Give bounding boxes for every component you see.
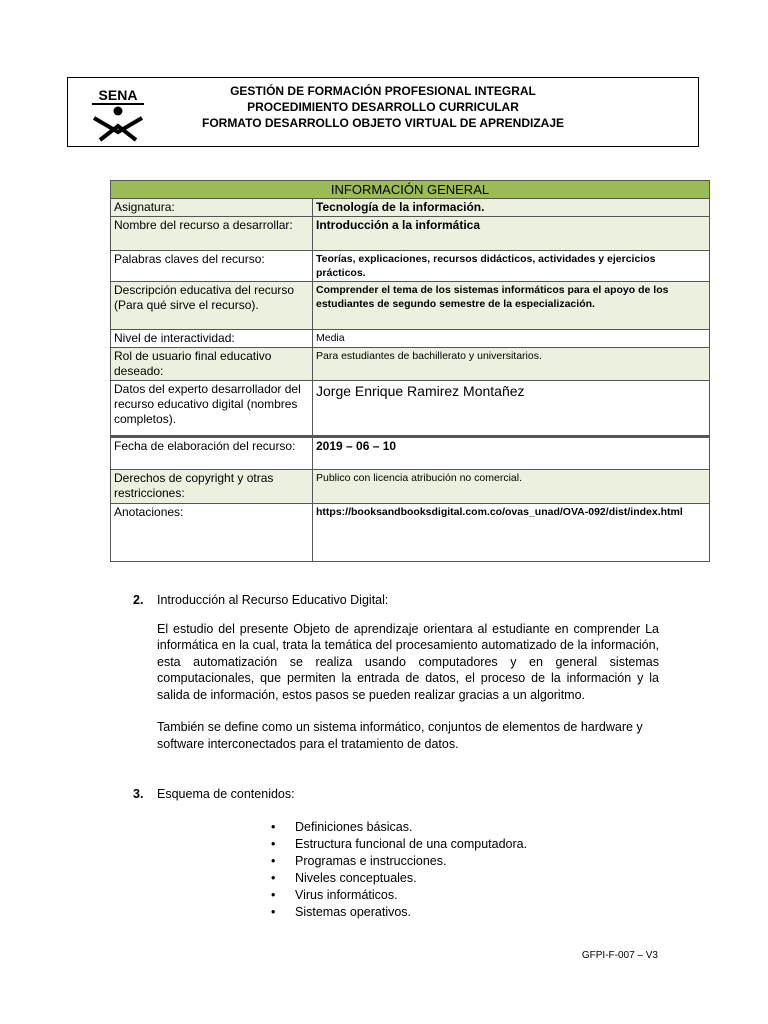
table-row: [111, 251, 710, 282]
table-row: [111, 381, 710, 437]
row-value: Para estudiantes de bachillerato y universitarios.: [313, 348, 710, 381]
table-title: INFORMACIÓN GENERAL: [111, 181, 710, 199]
row-label: Rol de usuario final educativo deseado:: [111, 348, 313, 381]
section-2-paragraph-1: El estudio del presente Objeto de aprendizaje orientara al estudiante en comprender La informática en la cual, trata la temática del procesamiento automatizado de la información, esta automatización se realiza usando computadores y en general sistemas computacionales, que permiten la entrada de datos, el proceso de la información y la salida de información, estos pasos se pueden realizar gracias a un algoritmo.: [157, 621, 659, 702]
row-value: Introducción a la informática: [313, 217, 710, 251]
row-label: Nombre del recurso a desarrollar:: [111, 217, 313, 251]
list-item-text: Definiciones básicas.: [295, 819, 413, 834]
row-value: 2019 – 06 – 10: [313, 437, 710, 470]
document-code: GFPI-F-007 – V3: [581, 950, 658, 961]
row-value: Tecnología de la información.: [313, 199, 710, 217]
bullet-icon: •: [271, 819, 276, 834]
list-item-text: Programas e instrucciones.: [295, 853, 447, 868]
row-label: Nivel de interactividad:: [111, 330, 313, 348]
sena-logo-icon: [88, 86, 148, 142]
table-row: [111, 348, 710, 381]
row-label: Descripción educativa del recurso (Para qué sirve el recurso).: [111, 282, 313, 330]
row-label: Datos del experto desarrollador del recurso educativo digital (nombres completos).: [111, 381, 313, 437]
header-line-3: FORMATO DESARROLLO OBJETO VIRTUAL DE APRENDIZAJE: [201, 116, 565, 130]
row-value: Jorge Enrique Ramirez Montañez: [313, 381, 710, 437]
document-header: [67, 77, 699, 147]
row-value: Media: [313, 330, 710, 348]
list-item: [271, 887, 659, 904]
list-item-text: Estructura funcional de una computadora.: [295, 836, 528, 851]
general-info-table: [110, 180, 710, 562]
section-title: Introducción al Recurso Educativo Digital:: [157, 593, 389, 607]
header-line-1: GESTIÓN DE FORMACIÓN PROFESIONAL INTEGRAL: [230, 84, 536, 98]
contents-list: [271, 819, 659, 921]
table-row: [111, 470, 710, 504]
section-number: 2.: [133, 593, 144, 607]
table-row: [111, 282, 710, 330]
row-value: Teorías, explicaciones, recursos didácticos, actividades y ejercicios prácticos.: [313, 251, 710, 282]
row-label: Derechos de copyright y otras restricciones:: [111, 470, 313, 504]
section-3-heading: [133, 786, 659, 803]
list-item-text: Niveles conceptuales.: [295, 870, 417, 885]
header-line-2: PROCEDIMIENTO DESARROLLO CURRICULAR: [247, 100, 519, 114]
row-label: Fecha de elaboración del recurso:: [111, 437, 313, 470]
table-row: [111, 330, 710, 348]
row-label: Anotaciones:: [111, 504, 313, 562]
section-2-heading: [133, 592, 659, 609]
table-row: [111, 504, 710, 562]
row-label: Asignatura:: [111, 199, 313, 217]
annotation-link[interactable]: https://booksandbooksdigital.com.co/ovas_unad/OVA-092/dist/index.html: [313, 504, 710, 562]
logo-text: SENA: [98, 87, 138, 103]
list-item-text: Sistemas operativos.: [295, 904, 412, 919]
list-item-text: Virus informáticos.: [295, 887, 398, 902]
table-row: [111, 217, 710, 251]
bullet-icon: •: [271, 870, 276, 885]
section-number: 3.: [133, 787, 144, 801]
list-item: [271, 904, 659, 921]
bullet-icon: •: [271, 836, 276, 851]
section-title: Esquema de contenidos:: [157, 787, 295, 801]
bullet-icon: •: [271, 904, 276, 919]
row-value: Comprender el tema de los sistemas informáticos para el apoyo de los estudiantes de segundo semestre de la especialización.: [313, 282, 710, 330]
document-body: [133, 592, 659, 921]
section-2-paragraph-2: También se define como un sistema informático, conjuntos de elementos de hardware y software interconectados para el tratamiento de datos.: [157, 720, 643, 751]
row-label: Palabras claves del recurso:: [111, 251, 313, 282]
list-item: [271, 819, 659, 836]
bullet-icon: •: [271, 887, 276, 902]
list-item: [271, 836, 659, 853]
header-title-block: [168, 83, 698, 131]
bullet-icon: •: [271, 853, 276, 868]
list-item: [271, 853, 659, 870]
table-row: [111, 437, 710, 470]
table-row: [111, 199, 710, 217]
row-value: Publico con licencia atribución no comercial.: [313, 470, 710, 504]
list-item: [271, 870, 659, 887]
